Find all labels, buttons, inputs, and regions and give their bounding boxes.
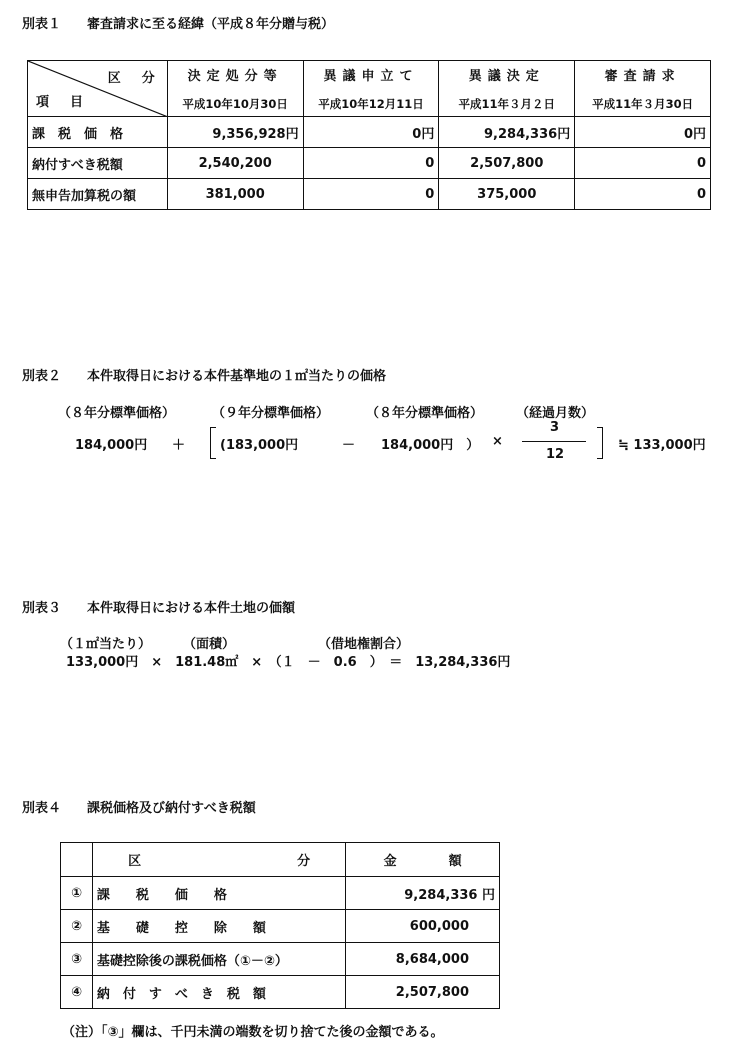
t1-cell: 381,000 bbox=[167, 179, 303, 210]
t2-title: 別表２ 本件取得日における本件基準地の１㎡当たりの価格 bbox=[22, 369, 387, 384]
t1-col-date: 平成10年10月30日 bbox=[182, 97, 288, 111]
t4-row-no: ④ bbox=[61, 976, 93, 1009]
t1-col-label: 審査請求 bbox=[604, 69, 681, 84]
t2-label: （８年分標準価格） bbox=[366, 406, 484, 421]
t1-cell: 9,284,336円 bbox=[439, 117, 575, 148]
t4-header-row bbox=[61, 843, 500, 877]
t4-row-label: 納 付 す べ き 税 額 bbox=[92, 976, 345, 1009]
t4-title: 別表４ 課税価格及び納付すべき税額 bbox=[22, 801, 256, 816]
t3-label: （１㎡当たり） bbox=[60, 637, 152, 652]
t4-header-blank bbox=[61, 843, 93, 877]
t1-col-label: 異議申立て bbox=[323, 69, 419, 84]
right-bracket bbox=[597, 427, 603, 459]
t1-corner-bottom: 項 目 bbox=[36, 95, 88, 110]
t1-cell: 0 bbox=[575, 148, 711, 179]
t2-label: （経過月数） bbox=[516, 406, 595, 421]
table-row bbox=[61, 910, 500, 943]
t1-cell: 9,356,928円 bbox=[167, 117, 303, 148]
t2-value: (183,000円 bbox=[220, 438, 299, 453]
t2-value: 184,000円 bbox=[75, 438, 148, 453]
t1-cell: 0 bbox=[303, 148, 439, 179]
t4-row-no: ② bbox=[61, 910, 93, 943]
table-row bbox=[61, 976, 500, 1009]
t1-cell: 0円 bbox=[303, 117, 439, 148]
t1-cell: 0 bbox=[575, 179, 711, 210]
t1-header-row bbox=[28, 61, 711, 117]
t4-row-amount: 9,284,336 円 bbox=[346, 877, 500, 910]
t1-title: 別表１ 審査請求に至る経緯（平成８年分贈与税） bbox=[22, 17, 335, 32]
t4-table bbox=[60, 842, 500, 1009]
t4-row-no: ① bbox=[61, 877, 93, 910]
t2-label: （８年分標準価格） bbox=[58, 406, 176, 421]
t2-label: （９年分標準価格） bbox=[212, 406, 330, 421]
t2-value: 184,000円 ） bbox=[381, 438, 480, 453]
t4-row-label: 課 税 価 格 bbox=[92, 877, 345, 910]
t2-operator: × bbox=[492, 434, 503, 449]
t1-col-date: 平成11年３月30日 bbox=[592, 97, 694, 111]
t2-denominator: 12 bbox=[546, 447, 565, 462]
t4-row-label: 基 礎 控 除 額 bbox=[92, 910, 345, 943]
t1-col-header bbox=[439, 61, 575, 117]
table-row bbox=[28, 117, 711, 148]
t2-numerator: 3 bbox=[550, 420, 560, 435]
t4-row-amount: 600,000 bbox=[346, 910, 500, 943]
t1-col-date: 平成10年12月11日 bbox=[318, 97, 424, 111]
t3-label: （面積） bbox=[183, 637, 236, 652]
t1-col-date: 平成11年３月２日 bbox=[458, 97, 556, 111]
t1-cell: 375,000 bbox=[439, 179, 575, 210]
t1-row-label: 課 税 価 格 bbox=[28, 117, 168, 148]
t4-row-no: ③ bbox=[61, 943, 93, 976]
t4-header-label: 区 分 bbox=[92, 843, 345, 877]
t1-corner-top: 区 分 bbox=[107, 71, 159, 86]
table-row bbox=[61, 877, 500, 910]
t2-operator: － bbox=[342, 438, 356, 453]
t3-formula: 133,000円 × 181.48㎡ × （１ － 0.6 ） ＝ 13,284,336円 bbox=[66, 655, 511, 670]
t1-col-header bbox=[303, 61, 439, 117]
t3-title: 別表３ 本件取得日における本件土地の価額 bbox=[22, 601, 296, 616]
t1-col-label: 異議決定 bbox=[468, 69, 545, 84]
t1-corner-cell bbox=[28, 61, 168, 117]
t4-row-label: 基礎控除後の課税価格（①－②） bbox=[92, 943, 345, 976]
t1-cell: 0 bbox=[303, 179, 439, 210]
t3-label: （借地権割合） bbox=[318, 637, 410, 652]
t1-cell: 2,507,800 bbox=[439, 148, 575, 179]
t1-cell: 0円 bbox=[575, 117, 711, 148]
table-row bbox=[28, 179, 711, 210]
table-row bbox=[28, 148, 711, 179]
t2-operator: ＋ bbox=[172, 438, 186, 453]
table-row bbox=[61, 943, 500, 976]
left-bracket bbox=[210, 427, 216, 459]
t2-result: ≒ 133,000円 bbox=[618, 438, 706, 453]
t4-header-amount: 金 額 bbox=[346, 843, 500, 877]
t4-row-amount: 2,507,800 bbox=[346, 976, 500, 1009]
t1-col-header bbox=[575, 61, 711, 117]
t4-note: （注）「③」欄は、千円未満の端数を切り捨てた後の金額である。 bbox=[62, 1025, 444, 1040]
t1-col-header bbox=[167, 61, 303, 117]
t1-row-label: 納付すべき税額 bbox=[28, 148, 168, 179]
t1-col-label: 決定処分等 bbox=[187, 69, 283, 84]
t1-cell: 2,540,200 bbox=[167, 148, 303, 179]
t1-table bbox=[27, 60, 711, 210]
t4-row-amount: 8,684,000 bbox=[346, 943, 500, 976]
t1-row-label: 無申告加算税の額 bbox=[28, 179, 168, 210]
fraction-bar bbox=[522, 441, 586, 442]
